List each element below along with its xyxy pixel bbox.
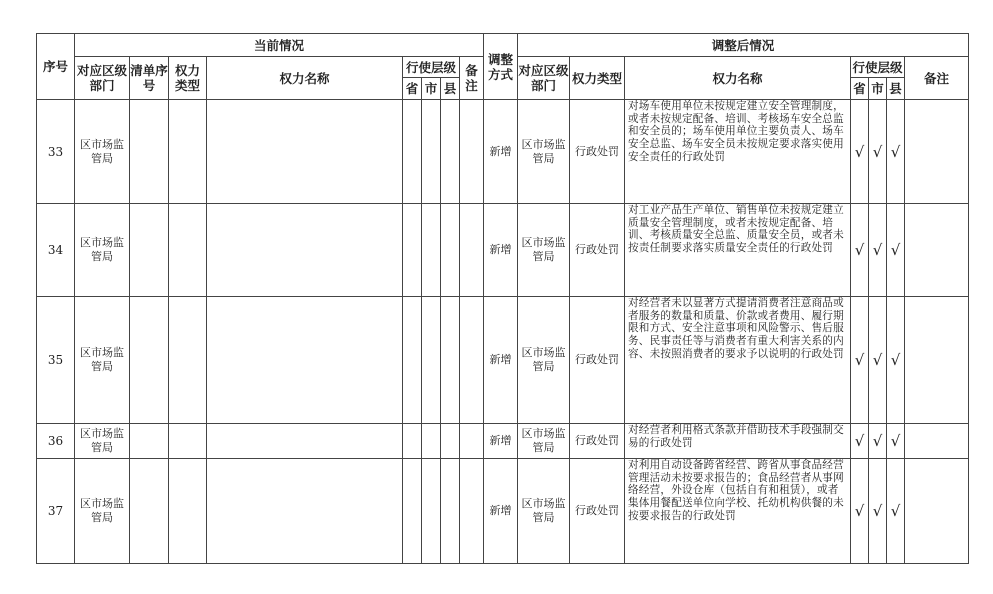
row-seq: 37 [37, 459, 75, 564]
row-new-city-check: √ [869, 204, 887, 297]
col-list-no-header: 清单序号 [130, 57, 169, 100]
table-row [37, 424, 969, 459]
power-adjustment-table [36, 33, 969, 564]
row-method: 新增 [484, 459, 518, 564]
col-dept-header: 对应区级部门 [75, 57, 130, 100]
col-new-remark-header: 备注 [905, 57, 969, 100]
row-new-type: 行政处罚 [570, 459, 625, 564]
row-power-type [169, 424, 207, 459]
row-new-county-check: √ [887, 459, 905, 564]
row-new-type: 行政处罚 [570, 297, 625, 424]
row-new-power-name: 对工业产品生产单位、销售单位未按规定建立质量安全管理制度，或者未按规定配备、培训、考核质量安全总监、质量安全员，或者未按责任制要求落实质量安全责任的行政处罚 [625, 204, 851, 297]
row-new-remark [905, 100, 969, 204]
row-city [422, 297, 441, 424]
row-new-type: 行政处罚 [570, 100, 625, 204]
row-city [422, 459, 441, 564]
row-method: 新增 [484, 204, 518, 297]
row-province [403, 297, 422, 424]
col-city-header: 市 [422, 78, 441, 100]
row-list-no [130, 204, 169, 297]
row-power-type [169, 297, 207, 424]
row-seq: 33 [37, 100, 75, 204]
row-new-power-name: 对经营者利用格式条款并借助技术手段强制交易的行政处罚 [625, 424, 851, 459]
table-row [37, 297, 969, 424]
header-row-1 [37, 34, 969, 57]
row-new-dept: 区市场监管局 [518, 100, 570, 204]
row-new-city-check: √ [869, 424, 887, 459]
col-new-power-type-header: 权力类型 [570, 57, 625, 100]
row-power-type [169, 204, 207, 297]
row-new-city-check: √ [869, 459, 887, 564]
row-dept: 区市场监管局 [75, 297, 130, 424]
col-new-province-header: 省 [851, 78, 869, 100]
row-dept: 区市场监管局 [75, 100, 130, 204]
row-new-dept: 区市场监管局 [518, 297, 570, 424]
row-new-power-name: 对经营者未以显著方式提请消费者注意商品或者服务的数量和质量、价款或者费用、履行期限和方式、安全注意事项和风险警示、售后服务、民事责任等与消费者有重大利害关系的内容、未按照消费者的要求予以说明的行政处罚 [625, 297, 851, 424]
row-county [441, 204, 460, 297]
row-county [441, 424, 460, 459]
row-remark [460, 424, 484, 459]
row-new-county-check: √ [887, 297, 905, 424]
row-new-dept: 区市场监管局 [518, 424, 570, 459]
row-power-name [207, 424, 403, 459]
row-new-province-check: √ [851, 297, 869, 424]
table-row [37, 459, 969, 564]
row-list-no [130, 297, 169, 424]
row-new-remark [905, 459, 969, 564]
col-new-county-header: 县 [887, 78, 905, 100]
row-province [403, 424, 422, 459]
row-city [422, 424, 441, 459]
table-row [37, 204, 969, 297]
row-dept: 区市场监管局 [75, 459, 130, 564]
row-method: 新增 [484, 100, 518, 204]
row-remark [460, 100, 484, 204]
row-method: 新增 [484, 297, 518, 424]
row-dept: 区市场监管局 [75, 204, 130, 297]
col-power-type-header: 权力类型 [169, 57, 207, 100]
row-new-county-check: √ [887, 424, 905, 459]
row-remark [460, 297, 484, 424]
row-seq: 34 [37, 204, 75, 297]
row-new-remark [905, 424, 969, 459]
row-seq: 36 [37, 424, 75, 459]
row-new-province-check: √ [851, 204, 869, 297]
col-new-dept-header: 对应区级部门 [518, 57, 570, 100]
row-province [403, 459, 422, 564]
row-new-type: 行政处罚 [570, 204, 625, 297]
table-wrapper [36, 33, 969, 564]
row-new-dept: 区市场监管局 [518, 459, 570, 564]
row-power-name [207, 204, 403, 297]
row-power-name [207, 100, 403, 204]
row-remark [460, 204, 484, 297]
col-new-city-header: 市 [869, 78, 887, 100]
col-new-power-name-header: 权力名称 [625, 57, 851, 100]
row-province [403, 100, 422, 204]
after-adjustment-header: 调整后情况 [518, 34, 969, 57]
row-new-province-check: √ [851, 100, 869, 204]
current-situation-header: 当前情况 [75, 34, 484, 57]
row-remark [460, 459, 484, 564]
row-new-county-check: √ [887, 100, 905, 204]
row-new-dept: 区市场监管局 [518, 204, 570, 297]
col-adjust-method-header: 调整方式 [484, 34, 518, 100]
row-new-remark [905, 297, 969, 424]
row-city [422, 204, 441, 297]
row-new-power-name: 对场车使用单位未按规定建立安全管理制度，或者未按规定配备、培训、考核场车安全总监和安全员的；场车使用单位主要负责人、场车安全总监、场车安全员未按规定要求落实使用安全责任的行政处罚 [625, 100, 851, 204]
row-new-county-check: √ [887, 204, 905, 297]
row-county [441, 100, 460, 204]
row-power-type [169, 100, 207, 204]
row-seq: 35 [37, 297, 75, 424]
row-new-remark [905, 204, 969, 297]
col-county-header: 县 [441, 78, 460, 100]
row-new-type: 行政处罚 [570, 424, 625, 459]
col-power-name-header: 权力名称 [207, 57, 403, 100]
row-new-city-check: √ [869, 100, 887, 204]
row-new-province-check: √ [851, 424, 869, 459]
col-remark-header: 备注 [460, 57, 484, 100]
row-dept: 区市场监管局 [75, 424, 130, 459]
row-power-name [207, 459, 403, 564]
row-new-power-name: 对利用自动设备跨省经营、跨省从事食品经营管理活动未按要求报告的；食品经营者从事网络经营，外设仓库（包括自有和租赁），或者集体用餐配送单位向学校、托幼机构供餐的未按要求报告的行政处罚 [625, 459, 851, 564]
row-power-name [207, 297, 403, 424]
row-power-type [169, 459, 207, 564]
row-new-city-check: √ [869, 297, 887, 424]
row-new-province-check: √ [851, 459, 869, 564]
row-list-no [130, 459, 169, 564]
row-list-no [130, 100, 169, 204]
row-county [441, 459, 460, 564]
col-seq-header: 序号 [37, 34, 75, 100]
row-province [403, 204, 422, 297]
col-new-level-header: 行使层级 [851, 57, 905, 78]
col-province-header: 省 [403, 78, 422, 100]
col-level-header: 行使层级 [403, 57, 460, 78]
table-row [37, 100, 969, 204]
row-city [422, 100, 441, 204]
row-method: 新增 [484, 424, 518, 459]
row-county [441, 297, 460, 424]
row-list-no [130, 424, 169, 459]
